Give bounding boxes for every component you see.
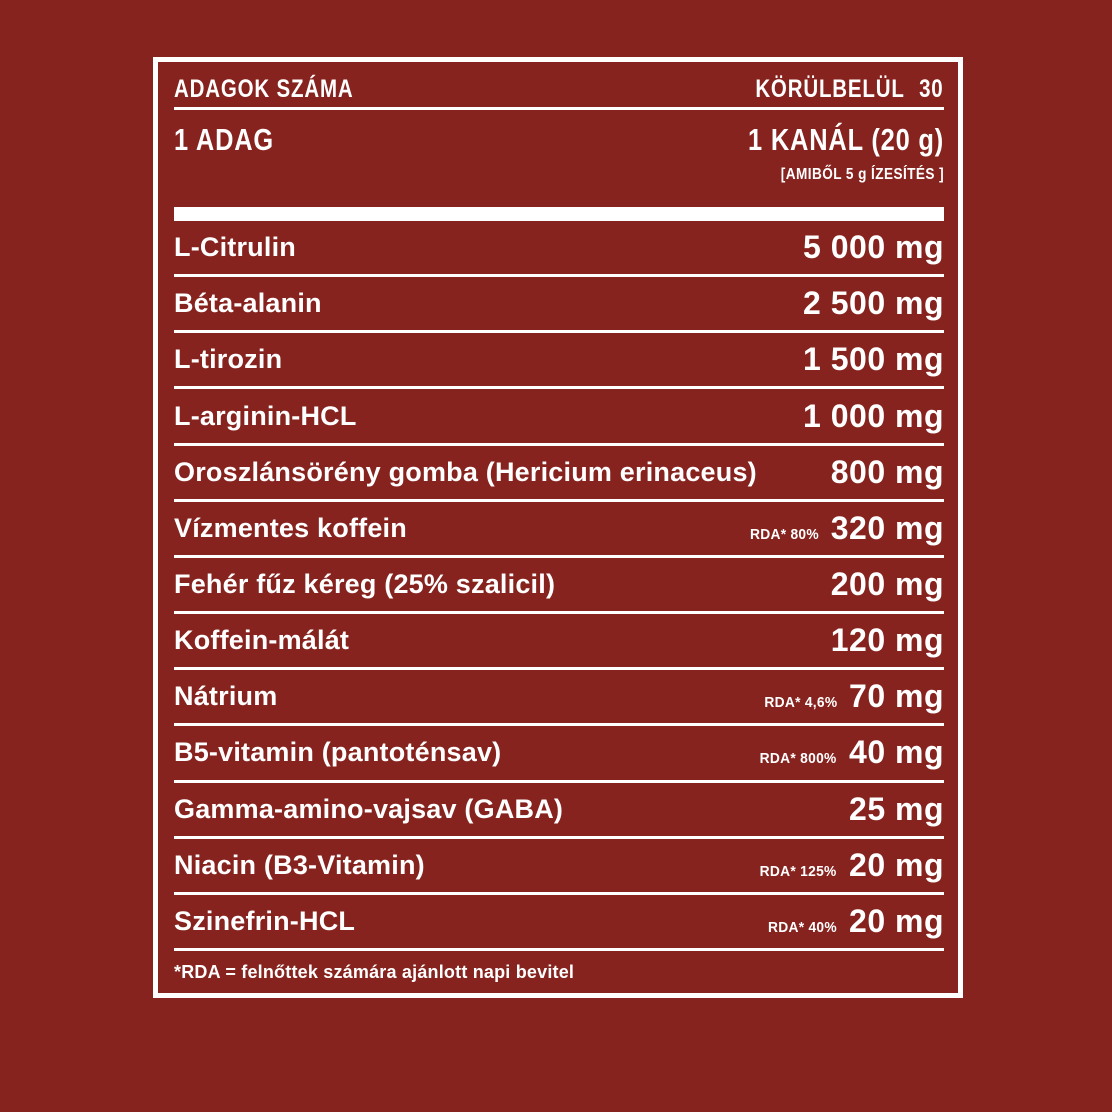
servings-value: KÖRÜLBELÜL 30 (755, 75, 944, 103)
serving-size-note: [AMIBŐL 5 g ÍZESÍTÉS ] (780, 166, 944, 183)
ingredient-name: Niacin (B3-Vitamin) (174, 849, 425, 880)
ingredient-row (174, 221, 944, 274)
ingredient-name: L-tirozin (174, 344, 283, 375)
ingredient-amount: 120 mg (830, 622, 944, 659)
ingredient-amount: 1 500 mg (803, 341, 944, 378)
ingredient-amount-group (753, 734, 944, 771)
ingredient-amount-group (744, 510, 944, 547)
ingredient-row (174, 614, 944, 667)
ingredient-rda: RDA* 40% (768, 918, 838, 936)
ingredient-row (174, 895, 944, 948)
serving-size-value: 1 KANÁL (20 g) (747, 122, 944, 157)
supplement-facts-panel (153, 57, 963, 998)
ingredient-row (174, 558, 944, 611)
ingredient-rda: RDA* 125% (760, 862, 838, 880)
footer (174, 951, 944, 993)
ingredient-amount: 20 mg (849, 846, 944, 883)
ingredient-amount: 200 mg (830, 566, 944, 603)
servings-row (174, 62, 944, 107)
ingredient-amount: 20 mg (849, 902, 944, 939)
ingredient-name: Koffein-málát (174, 625, 350, 656)
ingredient-row (174, 726, 944, 779)
ingredient-amount: 70 mg (849, 678, 944, 715)
ingredient-amount: 1 000 mg (803, 397, 944, 434)
ingredient-rda: RDA* 80% (749, 525, 819, 543)
ingredient-name: L-arginin-HCL (174, 400, 357, 431)
ingredient-name: Szinefrin-HCL (174, 905, 356, 936)
ingredient-name: Vízmentes koffein (174, 512, 407, 543)
ingredient-amount: 40 mg (849, 734, 944, 771)
ingredient-row (174, 277, 944, 330)
ingredient-amount-group (849, 791, 944, 828)
ingredient-amount-group (831, 622, 944, 659)
section-bar (174, 207, 944, 221)
ingredient-rda: RDA* 4,6% (763, 694, 838, 712)
ingredient-name: L-Citrulin (174, 232, 296, 263)
ingredient-row (174, 839, 944, 892)
ingredient-amount-group (803, 229, 944, 266)
ingredient-amount-group (831, 566, 944, 603)
ingredient-amount-group (758, 678, 944, 715)
ingredient-row (174, 389, 944, 442)
ingredient-amount: 320 mg (830, 509, 944, 546)
ingredient-amount-group (803, 398, 944, 435)
ingredient-amount-group (803, 285, 944, 322)
ingredient-name: Fehér fűz kéreg (25% szalicil) (174, 569, 556, 600)
servings-label: ADAGOK SZÁMA (174, 75, 354, 103)
ingredient-rda: RDA* 800% (760, 750, 838, 768)
ingredient-amount: 5 000 mg (803, 229, 944, 266)
ingredient-amount-group (831, 454, 944, 491)
ingredient-row (174, 502, 944, 555)
ingredient-amount-group (803, 341, 944, 378)
ingredient-name: Nátrium (174, 681, 278, 712)
ingredient-name: Béta-alanin (174, 288, 322, 319)
ingredient-amount-group (762, 903, 944, 940)
ingredient-row (174, 670, 944, 723)
ingredient-amount: 800 mg (830, 453, 944, 490)
ingredient-amount: 2 500 mg (803, 285, 944, 322)
ingredient-list (174, 221, 944, 948)
ingredient-row (174, 446, 944, 499)
ingredient-name: B5-vitamin (pantoténsav) (174, 737, 502, 768)
serving-size-label: 1 ADAG (174, 122, 275, 157)
serving-size-value-group (705, 122, 944, 184)
ingredient-row (174, 783, 944, 836)
ingredient-name: Oroszlánsörény gomba (Hericium erinaceus) (174, 456, 757, 487)
ingredient-amount: 25 mg (849, 790, 944, 827)
ingredient-row (174, 333, 944, 386)
serving-size-row (174, 110, 944, 207)
ingredient-amount-group (753, 847, 944, 884)
ingredient-name: Gamma-amino-vajsav (GABA) (174, 793, 564, 824)
rda-footnote: *RDA = felnőttek számára ajánlott napi bevitel (174, 961, 575, 982)
